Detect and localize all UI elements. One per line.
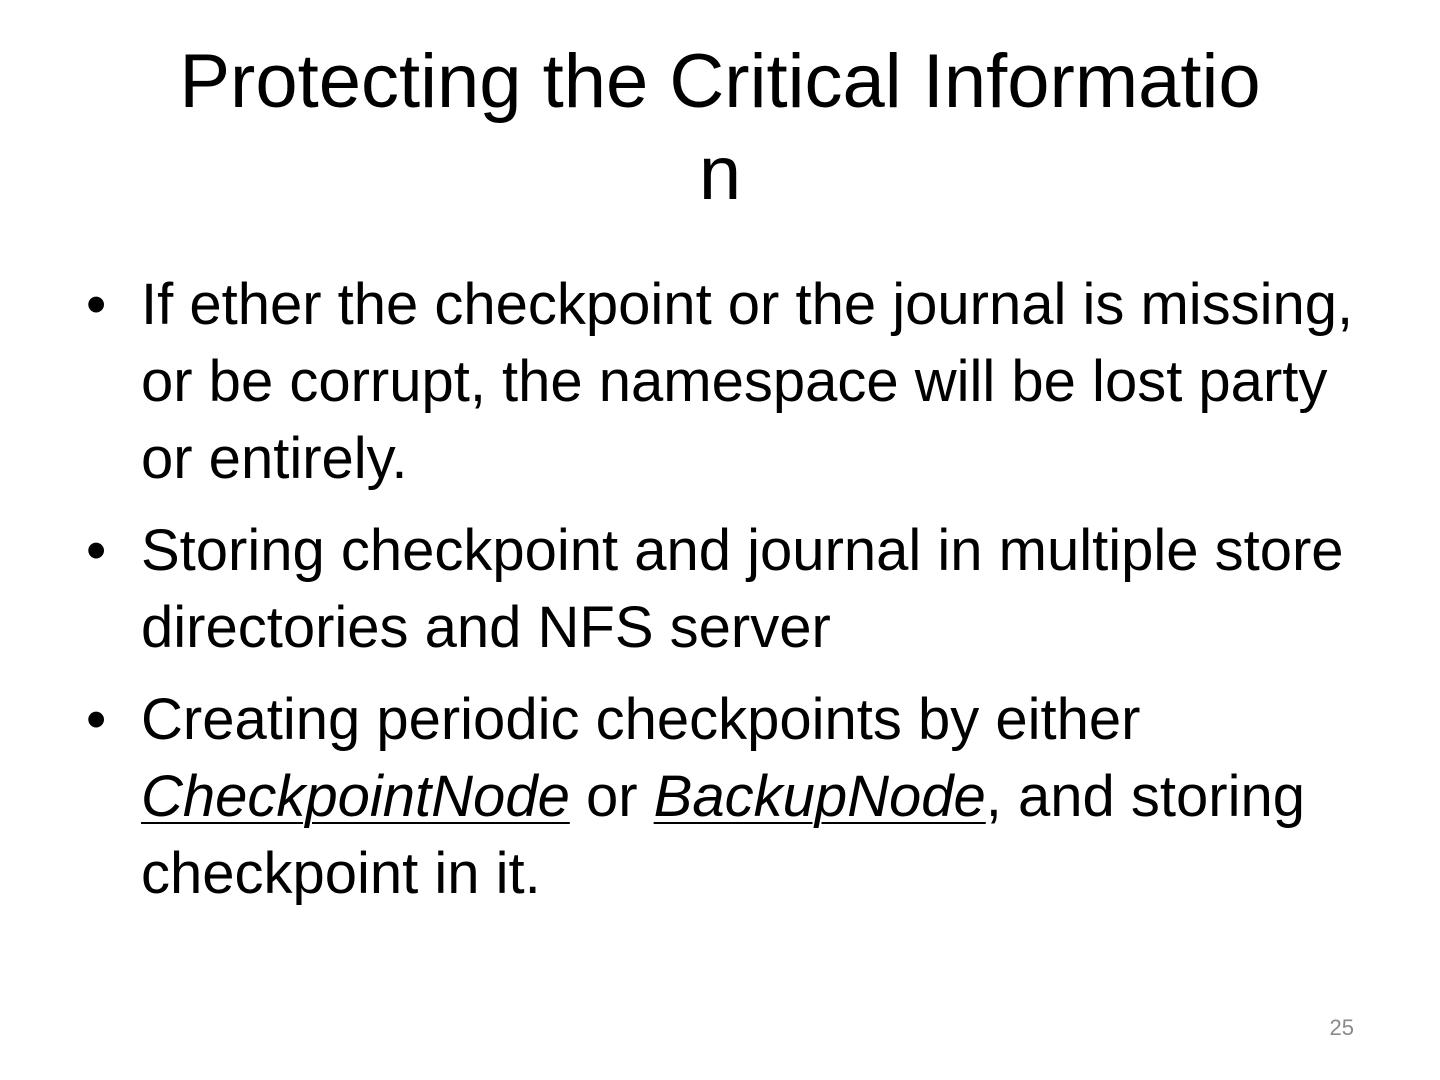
bullet-text-after: , and storing checkpoint in it.	[141, 764, 1305, 906]
bullet-item-periodic-checkpoints	[86, 681, 1376, 912]
bullet-marker: •	[86, 518, 107, 583]
bullet-item-storing	[86, 512, 1376, 666]
bullet-text-before: Creating periodic checkpoints by either	[141, 687, 1141, 752]
bullet-marker: •	[86, 687, 107, 752]
bullet-item-missing-data	[86, 266, 1376, 497]
slide-title	[0, 36, 1440, 220]
page-number: 25	[1329, 1015, 1354, 1040]
checkpointnode-link[interactable]: CheckpointNode	[141, 764, 570, 829]
bullet-text: Storing checkpoint and journal in multiple store directories and NFS server	[141, 518, 1344, 660]
bullet-marker: •	[86, 272, 107, 337]
bullet-list	[86, 266, 1376, 927]
bullet-text: If ether the checkpoint or the journal is missing, or be corrupt, the namespace will be lost party or entirely.	[141, 272, 1354, 491]
slide-title-line-2: n	[698, 131, 742, 216]
backupnode-link[interactable]: BackupNode	[653, 764, 986, 829]
slide-title-line-1: Protecting the Critical Informatio	[179, 39, 1261, 124]
bullet-text-middle: or	[569, 764, 654, 829]
